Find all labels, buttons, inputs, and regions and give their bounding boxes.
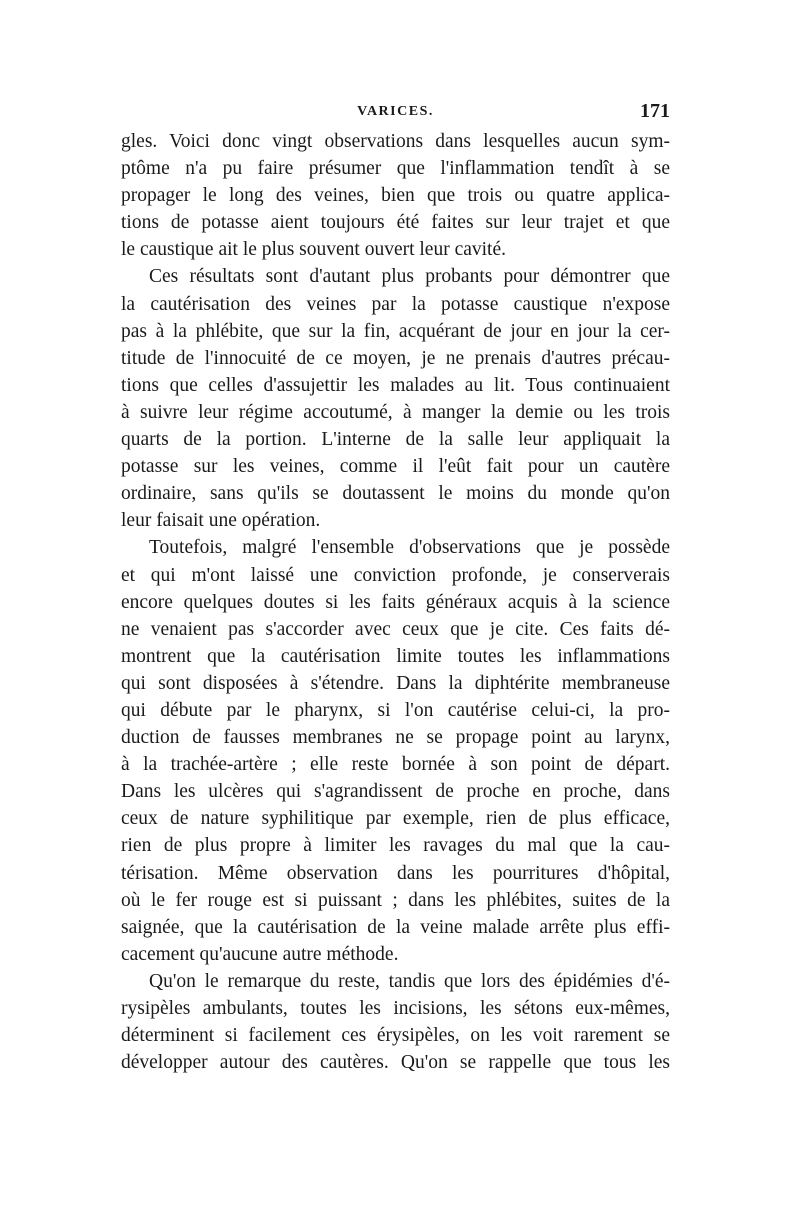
text-line: tions de potasse aient toujours été faites sur leur trajet et que [121, 212, 670, 234]
text-line: Qu'on le remarque du reste, tandis que lors des épidémies d'é- [149, 970, 670, 992]
text-line: potasse sur les veines, comme il l'eût fait pour un cautère [121, 456, 670, 478]
text-line: le caustique ait le plus souvent ouvert leur cavité. [121, 239, 507, 261]
text-line: cacement qu'aucune autre méthode. [121, 943, 399, 965]
paragraph [121, 968, 670, 1076]
text-line: développer autour des cautères. Qu'on se rappelle que tous les [121, 1052, 670, 1074]
text-line: quarts de la portion. L'interne de la salle leur appliquait la [121, 429, 670, 451]
text-line: à la trachée-artère ; elle reste bornée à son point de départ. [121, 754, 670, 776]
text-line: Dans les ulcères qui s'agrandissent de proche en proche, dans [121, 781, 670, 803]
text-line: tions que celles d'assujettir les malades au lit. Tous continuaient [121, 374, 670, 396]
text-line: déterminent si facilement ces érysipèles, on les voit rarement se [121, 1025, 670, 1047]
text-line: rysipèles ambulants, toutes les incisions, les sétons eux-mêmes, [121, 998, 670, 1019]
paragraph [121, 263, 670, 534]
text-line: ne venaient pas s'accorder avec ceux que je cite. Ces faits dé- [121, 618, 670, 640]
text-line: ordinaire, sans qu'ils se doutassent le moins du monde qu'on [121, 483, 670, 505]
page-number: 171 [640, 100, 670, 122]
paragraph [121, 534, 670, 968]
text-line: à suivre leur régime accoutumé, à manger la demie ou les trois [121, 401, 670, 423]
text-line: gles. Voici donc vingt observations dans lesquelles aucun sym- [121, 131, 670, 152]
paragraph [121, 128, 670, 263]
text-line: térisation. Même observation dans les pourritures d'hôpital, [121, 862, 670, 884]
text-line: saignée, que la cautérisation de la veine malade arrête plus effi- [121, 916, 670, 938]
text-line: propager le long des veines, bien que trois ou quatre applica- [121, 185, 670, 207]
text-line: Toutefois, malgré l'ensemble d'observations que je possède [149, 537, 670, 559]
text-line: la cautérisation des veines par la potasse caustique n'expose [121, 293, 670, 315]
text-line: qui sont disposées à s'étendre. Dans la diphtérite membraneuse [121, 672, 670, 694]
running-title: VARICES. [357, 104, 434, 119]
text-line: pas à la phlébite, que sur la fin, acquérant de jour en jour la cer- [121, 320, 670, 342]
text-line: titude de l'innocuité de ce moyen, je ne prenais d'autres précau- [121, 347, 670, 369]
text-line: encore quelques doutes si les faits généraux acquis à la science [121, 591, 670, 613]
text-line: duction de fausses membranes ne se propage point au larynx, [121, 727, 670, 749]
text-line: où le fer rouge est si puissant ; dans les phlébites, suites de la [121, 889, 670, 911]
text-line: ptôme n'a pu faire présumer que l'inflammation tendît à se [121, 158, 670, 180]
body-text [121, 128, 670, 1076]
text-line: qui débute par le pharynx, si l'on cautérise celui-ci, la pro- [121, 699, 670, 721]
text-line: montrent que la cautérisation limite toutes les inflammations [121, 645, 670, 667]
text-line: et qui m'ont laissé une conviction profonde, je conserverais [121, 564, 670, 586]
text-line: leur faisait une opération. [121, 510, 321, 532]
running-head [121, 100, 670, 128]
text-line: ceux de nature syphilitique par exemple, rien de plus efficace, [121, 808, 670, 830]
text-line: rien de plus propre à limiter les ravages du mal que la cau- [121, 835, 670, 857]
text-line: Ces résultats sont d'autant plus probants pour démontrer que [149, 266, 670, 288]
